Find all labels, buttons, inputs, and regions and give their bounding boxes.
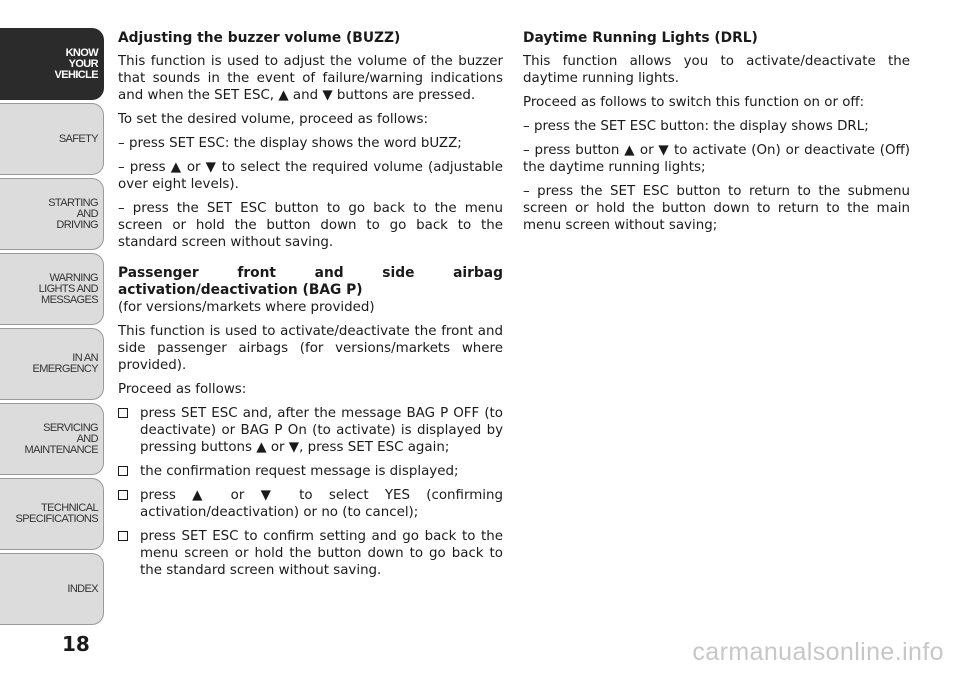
checkbox-bullet-icon (118, 466, 128, 476)
tab-index[interactable]: INDEX (0, 553, 104, 625)
buzz-paragraph-3: – press SET ESC: the display shows the word bUZZ; (118, 136, 462, 151)
drl-paragraph-3: – press the SET ESC button: the display shows DRL; (523, 119, 869, 134)
bag-paragraph-1: This function is used to activate/deactivate the front and side passenger airbags (for versions/markets where provided). (118, 324, 503, 373)
bullet-text: press SET ESC to confirm setting and go back to the menu screen or hold the button down to go back to the standard screen without saving. (140, 529, 503, 578)
bullet-text: the confirmation request message is displayed; (140, 464, 459, 479)
tab-warning-lights-and-messages[interactable]: WARNING LIGHTS AND MESSAGES (0, 253, 104, 325)
list-item (118, 405, 503, 456)
bag-paragraph-2: Proceed as follows: (118, 382, 247, 397)
tab-know-your-vehicle[interactable]: KNOW YOUR VEHICLE (0, 28, 104, 100)
drl-heading: Daytime Running Lights (DRL) (523, 30, 758, 46)
list-item (118, 463, 503, 480)
tab-servicing-and-maintenance[interactable]: SERVICING AND MAINTENANCE (0, 403, 104, 475)
checkbox-bullet-icon (118, 490, 128, 500)
buzz-heading: Adjusting the buzzer volume (BUZZ) (118, 30, 401, 46)
watermark: carmanualsonline.info (692, 638, 944, 666)
drl-paragraph-1: This function allows you to activate/deactivate the daytime running lights. (523, 54, 910, 86)
tab-starting-and-driving[interactable]: STARTING AND DRIVING (0, 178, 104, 250)
bullet-text: press ▲ or ▼ to select YES (confirming activation/deactivation) or no (to cancel); (140, 488, 503, 520)
list-item (118, 528, 503, 579)
buzz-paragraph-5: – press the SET ESC button to go back to the menu screen or hold the button down to go back to the standard screen without saving. (118, 201, 503, 250)
checkbox-bullet-icon (118, 408, 128, 418)
tab-in-an-emergency[interactable]: IN AN EMERGENCY (0, 328, 104, 400)
drl-paragraph-2: Proceed as follows to switch this function on or off: (523, 95, 865, 110)
left-column (118, 30, 503, 586)
buzz-paragraph-2: To set the desired volume, proceed as follows: (118, 112, 428, 127)
tab-technical-specifications[interactable]: TECHNICAL SPECIFICATIONS (0, 478, 104, 550)
list-item (118, 487, 503, 521)
tab-safety[interactable]: SAFETY (0, 103, 104, 175)
drl-paragraph-5: – press the SET ESC button to return to the submenu screen or hold the button down to return to the main menu screen without saving; (523, 184, 910, 233)
buzz-paragraph-1: This function is used to adjust the volume of the buzzer that sounds in the event of failure/warning indications and when the SET ESC, ▲ and ▼ buttons are pressed. (118, 54, 503, 103)
buzz-paragraph-4: – press ▲ or ▼ to select the required volume (adjustable over eight levels). (118, 160, 503, 192)
bullet-text: press SET ESC and, after the message BAG P OFF (to deactivate) or BAG P On (to activate) is displayed by pressing buttons ▲ or ▼, press SET ESC again; (140, 406, 503, 455)
bag-heading: Passenger front and side airbag activation/deactivation (BAG P) (118, 265, 503, 298)
bag-note: (for versions/markets where provided) (118, 300, 375, 315)
page-number: 18 (62, 632, 90, 656)
section-sidebar (0, 0, 110, 630)
right-column (523, 30, 910, 241)
drl-paragraph-4: – press button ▲ or ▼ to activate (On) or deactivate (Off) the daytime running lights; (523, 143, 910, 175)
checkbox-bullet-icon (118, 531, 128, 541)
